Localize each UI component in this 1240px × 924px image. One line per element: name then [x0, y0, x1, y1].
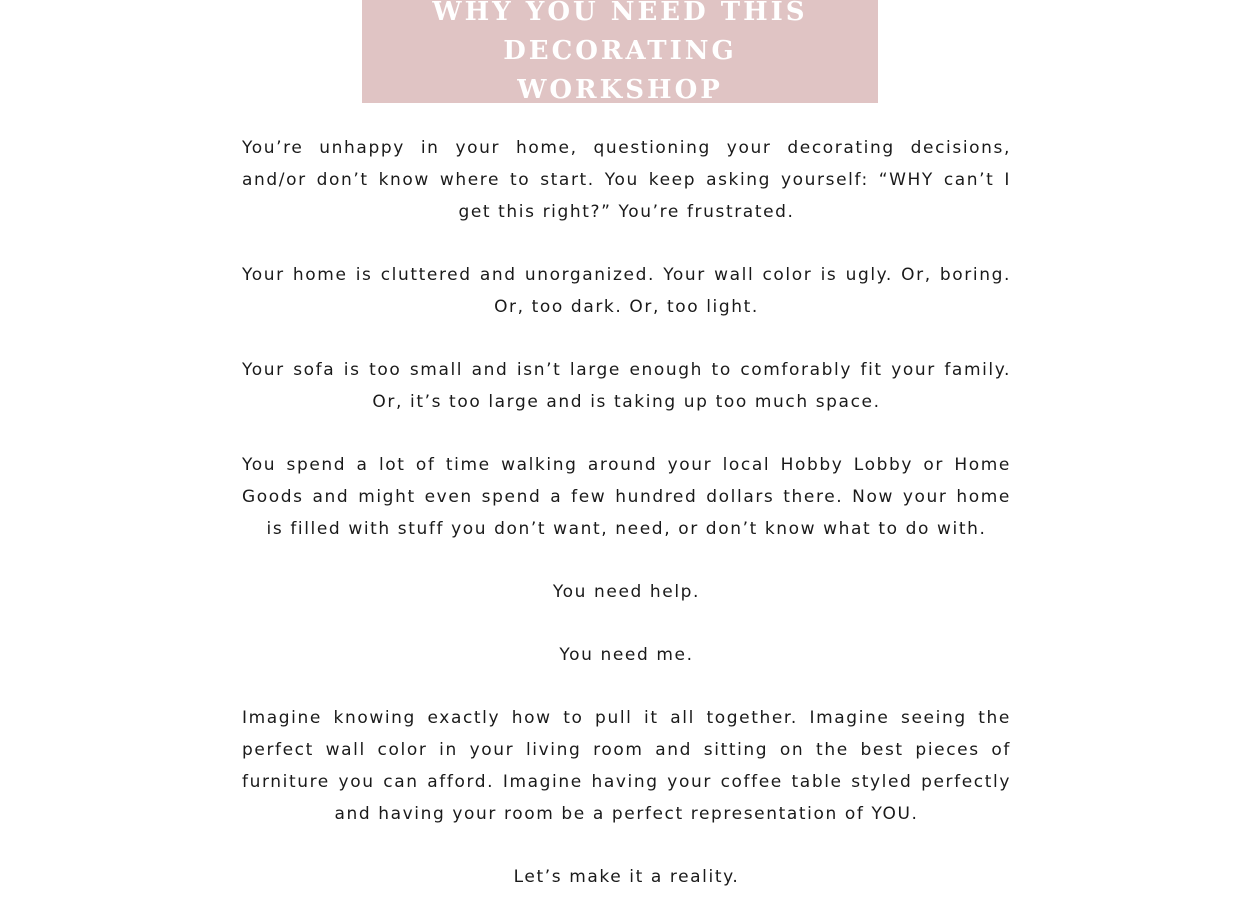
paragraph-clutter: Your home is cluttered and unorganized. Your wall color is ugly. Or, boring. Or, too dark. Or, too light.: [242, 265, 1011, 317]
paragraph-imagine: Imagine knowing exactly how to pull it all together. Imagine seeing the perfect wall color in your living room and sitting on the best pieces of furniture you can afford. Imagine having your coffee table styled perfectly and having your room be a perfect representation of YOU.: [242, 708, 1011, 824]
paragraph-need-help: You need help.: [552, 582, 701, 602]
paragraph-reality: Let’s make it a reality.: [513, 867, 740, 887]
paragraph-sofa: Your sofa is too small and isn’t large enough to comforably fit your family. Or, it’s too large and is taking up too much space.: [242, 360, 1011, 412]
header-banner: [362, 0, 878, 103]
paragraph-shopping: You spend a lot of time walking around your local Hobby Lobby or Home Goods and might even spend a few hundred dollars there. Now your home is filled with stuff you don’t want, need, or don’t know what to do with.: [242, 455, 1011, 539]
body-content: [242, 132, 1011, 924]
paragraph-frustration: You’re unhappy in your home, questioning your decorating decisions, and/or don’t know where to start. You keep asking yourself: “WHY can’t I get this right?” You’re frustrated.: [242, 138, 1011, 222]
paragraph-need-me: You need me.: [559, 645, 694, 665]
page-title: WHY YOU NEED THIS DECORATING WORKSHOP: [432, 0, 808, 105]
